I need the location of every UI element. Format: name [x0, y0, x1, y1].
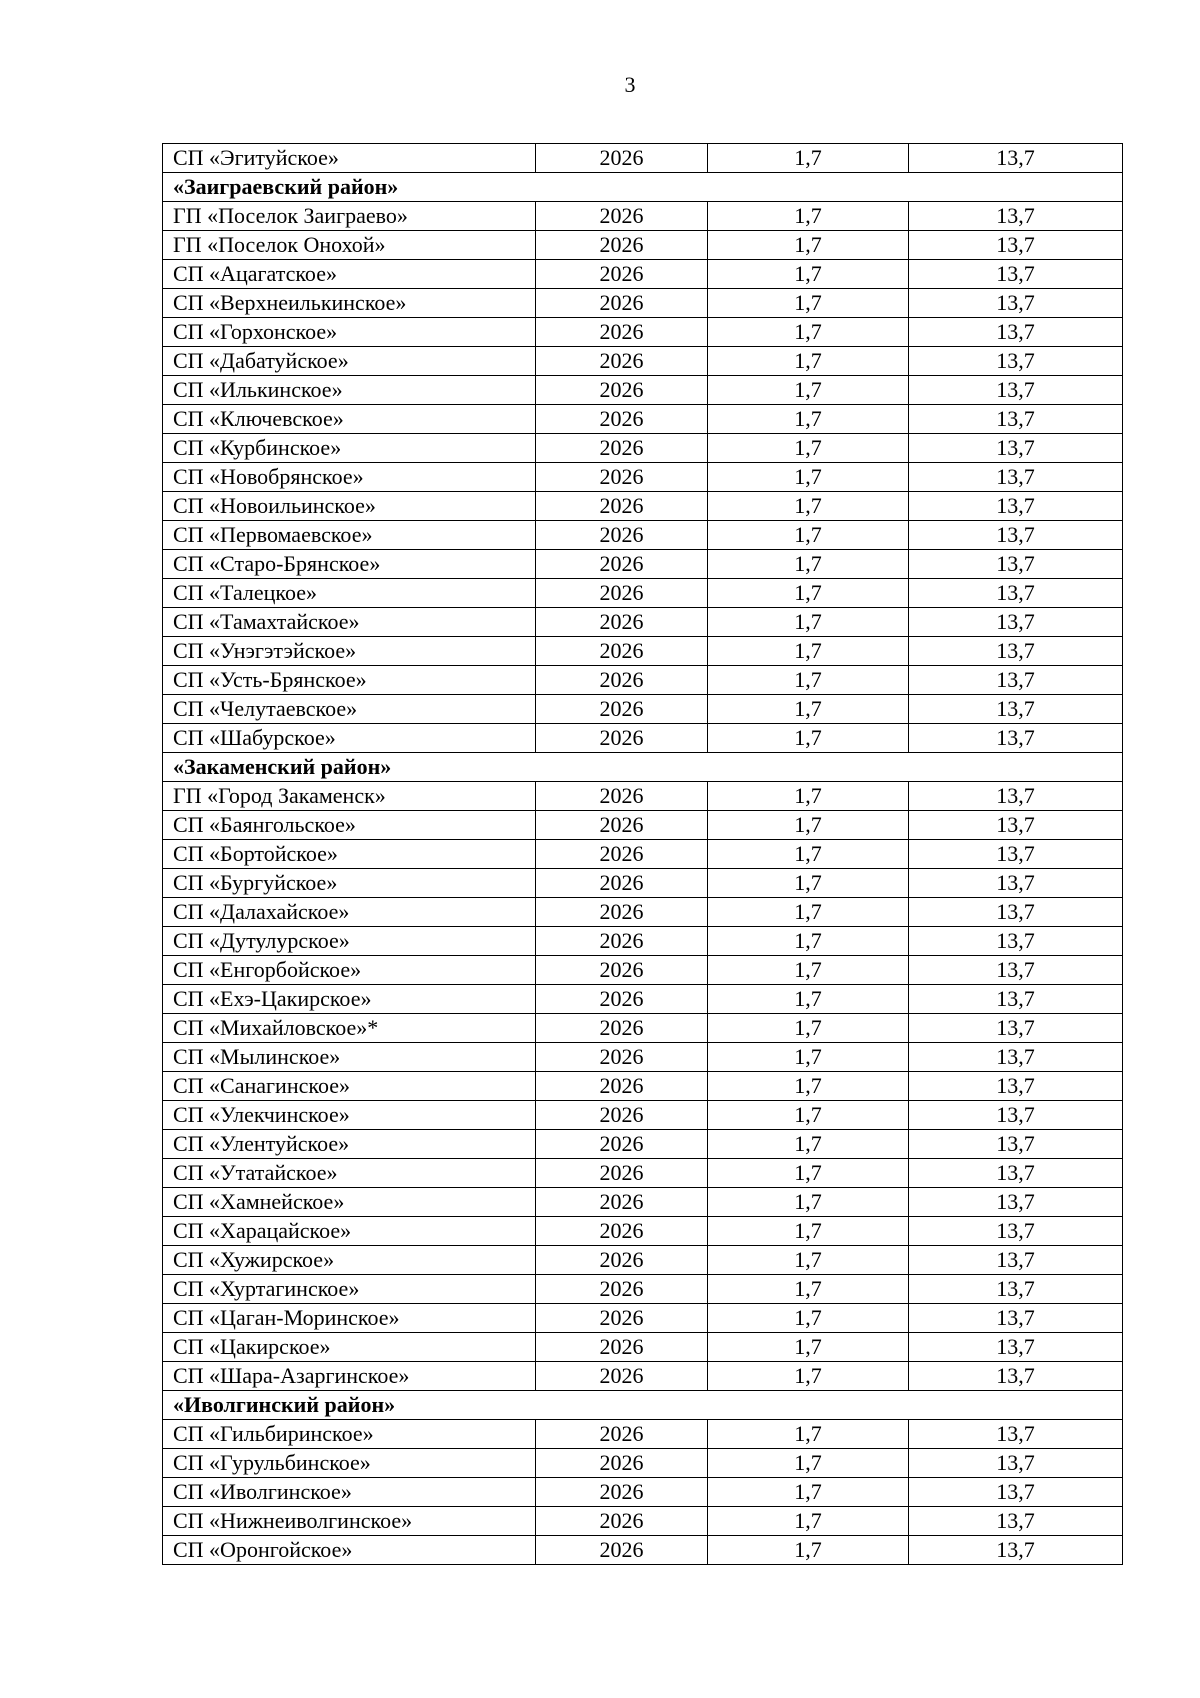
section-title: «Иволгинский район» [163, 1391, 1123, 1420]
year-cell: 2026 [536, 1217, 708, 1246]
value1-cell: 1,7 [708, 666, 909, 695]
value2-cell: 13,7 [909, 1014, 1123, 1043]
value1-cell: 1,7 [708, 144, 909, 173]
value2-cell: 13,7 [909, 985, 1123, 1014]
year-cell: 2026 [536, 579, 708, 608]
value1-cell: 1,7 [708, 1188, 909, 1217]
value1-cell: 1,7 [708, 579, 909, 608]
table-row [163, 811, 1123, 840]
table-row [163, 405, 1123, 434]
municipality-name-cell: СП «Гильбиринское» [163, 1420, 536, 1449]
table-row [163, 956, 1123, 985]
value1-cell: 1,7 [708, 434, 909, 463]
year-cell: 2026 [536, 1159, 708, 1188]
value2-cell: 13,7 [909, 1362, 1123, 1391]
year-cell: 2026 [536, 521, 708, 550]
municipality-name-cell: СП «Новобрянское» [163, 463, 536, 492]
value2-cell: 13,7 [909, 695, 1123, 724]
table-row [163, 434, 1123, 463]
value1-cell: 1,7 [708, 1507, 909, 1536]
table-row [163, 1188, 1123, 1217]
value1-cell: 1,7 [708, 405, 909, 434]
value2-cell: 13,7 [909, 1333, 1123, 1362]
municipality-name-cell: СП «Верхнеилькинское» [163, 289, 536, 318]
municipalities-table [162, 143, 1123, 1565]
value1-cell: 1,7 [708, 811, 909, 840]
municipality-name-cell: СП «Тамахтайское» [163, 608, 536, 637]
value1-cell: 1,7 [708, 637, 909, 666]
year-cell: 2026 [536, 898, 708, 927]
municipality-name-cell: СП «Ключевское» [163, 405, 536, 434]
municipality-name-cell: СП «Илькинское» [163, 376, 536, 405]
table-row [163, 1072, 1123, 1101]
value1-cell: 1,7 [708, 927, 909, 956]
table-row [163, 463, 1123, 492]
year-cell: 2026 [536, 811, 708, 840]
value1-cell: 1,7 [708, 231, 909, 260]
value2-cell: 13,7 [909, 1043, 1123, 1072]
value1-cell: 1,7 [708, 1420, 909, 1449]
page-number: 3 [624, 72, 636, 97]
value1-cell: 1,7 [708, 840, 909, 869]
municipality-name-cell: СП «Харацайское» [163, 1217, 536, 1246]
value1-cell: 1,7 [708, 318, 909, 347]
year-cell: 2026 [536, 289, 708, 318]
table-row [163, 869, 1123, 898]
table-row [163, 1275, 1123, 1304]
value1-cell: 1,7 [708, 695, 909, 724]
year-cell: 2026 [536, 434, 708, 463]
value1-cell: 1,7 [708, 1101, 909, 1130]
value2-cell: 13,7 [909, 1217, 1123, 1246]
value1-cell: 1,7 [708, 1478, 909, 1507]
value2-cell: 13,7 [909, 492, 1123, 521]
value1-cell: 1,7 [708, 1072, 909, 1101]
table-row [163, 724, 1123, 753]
value2-cell: 13,7 [909, 840, 1123, 869]
municipality-name-cell: СП «Ацагатское» [163, 260, 536, 289]
year-cell: 2026 [536, 666, 708, 695]
year-cell: 2026 [536, 1333, 708, 1362]
year-cell: 2026 [536, 1043, 708, 1072]
table-row [163, 376, 1123, 405]
year-cell: 2026 [536, 318, 708, 347]
municipality-name-cell: СП «Новоильинское» [163, 492, 536, 521]
table-row [163, 579, 1123, 608]
municipality-name-cell: СП «Дабатуйское» [163, 347, 536, 376]
year-cell: 2026 [536, 1188, 708, 1217]
table-row [163, 521, 1123, 550]
section-title: «Закаменский район» [163, 753, 1123, 782]
table-row [163, 289, 1123, 318]
municipality-name-cell: ГП «Поселок Заиграево» [163, 202, 536, 231]
table-row [163, 782, 1123, 811]
year-cell: 2026 [536, 724, 708, 753]
section-title: «Заиграевский район» [163, 173, 1123, 202]
table-row [163, 1014, 1123, 1043]
value1-cell: 1,7 [708, 1304, 909, 1333]
value2-cell: 13,7 [909, 144, 1123, 173]
year-cell: 2026 [536, 637, 708, 666]
value1-cell: 1,7 [708, 1217, 909, 1246]
municipality-name-cell: СП «Эгитуйское» [163, 144, 536, 173]
value1-cell: 1,7 [708, 376, 909, 405]
value2-cell: 13,7 [909, 1188, 1123, 1217]
value2-cell: 13,7 [909, 434, 1123, 463]
table-row [163, 492, 1123, 521]
table-row [163, 1362, 1123, 1391]
municipality-name-cell: СП «Усть-Брянское» [163, 666, 536, 695]
value1-cell: 1,7 [708, 1246, 909, 1275]
year-cell: 2026 [536, 260, 708, 289]
year-cell: 2026 [536, 1275, 708, 1304]
municipality-name-cell: СП «Горхонское» [163, 318, 536, 347]
municipality-name-cell: СП «Баянгольское» [163, 811, 536, 840]
table-row [163, 260, 1123, 289]
table-row [163, 318, 1123, 347]
year-cell: 2026 [536, 463, 708, 492]
year-cell: 2026 [536, 492, 708, 521]
value2-cell: 13,7 [909, 782, 1123, 811]
value2-cell: 13,7 [909, 260, 1123, 289]
value2-cell: 13,7 [909, 289, 1123, 318]
year-cell: 2026 [536, 1420, 708, 1449]
table-row [163, 231, 1123, 260]
municipality-name-cell: СП «Унэгэтэйское» [163, 637, 536, 666]
year-cell: 2026 [536, 782, 708, 811]
year-cell: 2026 [536, 144, 708, 173]
value1-cell: 1,7 [708, 1362, 909, 1391]
value1-cell: 1,7 [708, 347, 909, 376]
municipality-name-cell: СП «Утатайское» [163, 1159, 536, 1188]
value2-cell: 13,7 [909, 376, 1123, 405]
value1-cell: 1,7 [708, 1159, 909, 1188]
year-cell: 2026 [536, 202, 708, 231]
year-cell: 2026 [536, 1014, 708, 1043]
value1-cell: 1,7 [708, 289, 909, 318]
municipality-name-cell: СП «Первомаевское» [163, 521, 536, 550]
municipality-name-cell: СП «Цаган-Моринское» [163, 1304, 536, 1333]
value2-cell: 13,7 [909, 927, 1123, 956]
table-row [163, 1449, 1123, 1478]
municipality-name-cell: СП «Хужирское» [163, 1246, 536, 1275]
value2-cell: 13,7 [909, 231, 1123, 260]
year-cell: 2026 [536, 1536, 708, 1565]
value1-cell: 1,7 [708, 202, 909, 231]
year-cell: 2026 [536, 550, 708, 579]
year-cell: 2026 [536, 985, 708, 1014]
value2-cell: 13,7 [909, 347, 1123, 376]
table-row [163, 1507, 1123, 1536]
municipality-name-cell: ГП «Город Закаменск» [163, 782, 536, 811]
value2-cell: 13,7 [909, 956, 1123, 985]
municipality-name-cell: СП «Улентуйское» [163, 1130, 536, 1159]
municipality-name-cell: СП «Санагинское» [163, 1072, 536, 1101]
table-row [163, 347, 1123, 376]
table-row [163, 550, 1123, 579]
table-row [163, 1159, 1123, 1188]
value2-cell: 13,7 [909, 1478, 1123, 1507]
value1-cell: 1,7 [708, 550, 909, 579]
municipality-name-cell: СП «Шабурское» [163, 724, 536, 753]
value2-cell: 13,7 [909, 1420, 1123, 1449]
value2-cell: 13,7 [909, 1536, 1123, 1565]
value2-cell: 13,7 [909, 405, 1123, 434]
year-cell: 2026 [536, 1304, 708, 1333]
year-cell: 2026 [536, 1130, 708, 1159]
table-row [163, 898, 1123, 927]
year-cell: 2026 [536, 405, 708, 434]
municipality-name-cell: СП «Дутулурское» [163, 927, 536, 956]
value2-cell: 13,7 [909, 1304, 1123, 1333]
value2-cell: 13,7 [909, 1275, 1123, 1304]
value2-cell: 13,7 [909, 1101, 1123, 1130]
value1-cell: 1,7 [708, 521, 909, 550]
municipality-name-cell: СП «Хамнейское» [163, 1188, 536, 1217]
table-row [163, 202, 1123, 231]
year-cell: 2026 [536, 956, 708, 985]
table-row [163, 927, 1123, 956]
value2-cell: 13,7 [909, 869, 1123, 898]
municipality-name-cell: СП «Челутаевское» [163, 695, 536, 724]
year-cell: 2026 [536, 376, 708, 405]
value2-cell: 13,7 [909, 724, 1123, 753]
municipality-name-cell: СП «Оронгойское» [163, 1536, 536, 1565]
value2-cell: 13,7 [909, 637, 1123, 666]
municipality-name-cell: СП «Мылинское» [163, 1043, 536, 1072]
table-row [163, 1101, 1123, 1130]
table-row [163, 144, 1123, 173]
value2-cell: 13,7 [909, 898, 1123, 927]
year-cell: 2026 [536, 927, 708, 956]
year-cell: 2026 [536, 869, 708, 898]
municipality-name-cell: ГП «Поселок Онохой» [163, 231, 536, 260]
year-cell: 2026 [536, 695, 708, 724]
value1-cell: 1,7 [708, 1536, 909, 1565]
value1-cell: 1,7 [708, 1449, 909, 1478]
year-cell: 2026 [536, 608, 708, 637]
value1-cell: 1,7 [708, 1130, 909, 1159]
table-row [163, 695, 1123, 724]
table-row [163, 1536, 1123, 1565]
municipality-name-cell: СП «Улекчинское» [163, 1101, 536, 1130]
value1-cell: 1,7 [708, 608, 909, 637]
year-cell: 2026 [536, 1478, 708, 1507]
municipality-name-cell: СП «Старо-Брянское» [163, 550, 536, 579]
value2-cell: 13,7 [909, 811, 1123, 840]
table-row [163, 1333, 1123, 1362]
municipality-name-cell: СП «Михайловское»* [163, 1014, 536, 1043]
municipality-name-cell: СП «Талецкое» [163, 579, 536, 608]
municipality-name-cell: СП «Бортойское» [163, 840, 536, 869]
value2-cell: 13,7 [909, 1130, 1123, 1159]
value1-cell: 1,7 [708, 463, 909, 492]
value2-cell: 13,7 [909, 202, 1123, 231]
value2-cell: 13,7 [909, 666, 1123, 695]
year-cell: 2026 [536, 231, 708, 260]
value1-cell: 1,7 [708, 1043, 909, 1072]
value1-cell: 1,7 [708, 898, 909, 927]
table-row [163, 608, 1123, 637]
municipality-name-cell: СП «Ехэ-Цакирское» [163, 985, 536, 1014]
value1-cell: 1,7 [708, 1333, 909, 1362]
table-row [163, 840, 1123, 869]
value1-cell: 1,7 [708, 782, 909, 811]
year-cell: 2026 [536, 840, 708, 869]
table-row [163, 1478, 1123, 1507]
value2-cell: 13,7 [909, 1507, 1123, 1536]
municipality-name-cell: СП «Далахайское» [163, 898, 536, 927]
municipality-name-cell: СП «Шара-Азаргинское» [163, 1362, 536, 1391]
municipality-name-cell: СП «Курбинское» [163, 434, 536, 463]
table-row [163, 1246, 1123, 1275]
value1-cell: 1,7 [708, 956, 909, 985]
table-row [163, 1304, 1123, 1333]
municipality-name-cell: СП «Нижнеиволгинское» [163, 1507, 536, 1536]
table-row [163, 637, 1123, 666]
value2-cell: 13,7 [909, 1246, 1123, 1275]
year-cell: 2026 [536, 1101, 708, 1130]
value1-cell: 1,7 [708, 1275, 909, 1304]
municipality-name-cell: СП «Гурульбинское» [163, 1449, 536, 1478]
year-cell: 2026 [536, 1362, 708, 1391]
value2-cell: 13,7 [909, 1159, 1123, 1188]
value1-cell: 1,7 [708, 260, 909, 289]
municipality-name-cell: СП «Енгорбойское» [163, 956, 536, 985]
year-cell: 2026 [536, 1449, 708, 1478]
year-cell: 2026 [536, 347, 708, 376]
table-row [163, 985, 1123, 1014]
year-cell: 2026 [536, 1072, 708, 1101]
value2-cell: 13,7 [909, 463, 1123, 492]
value2-cell: 13,7 [909, 550, 1123, 579]
municipality-name-cell: СП «Бургуйское» [163, 869, 536, 898]
year-cell: 2026 [536, 1246, 708, 1275]
table-row [163, 1217, 1123, 1246]
table-row [163, 666, 1123, 695]
value1-cell: 1,7 [708, 492, 909, 521]
year-cell: 2026 [536, 1507, 708, 1536]
value2-cell: 13,7 [909, 1449, 1123, 1478]
table-row [163, 1130, 1123, 1159]
municipality-name-cell: СП «Цакирское» [163, 1333, 536, 1362]
value2-cell: 13,7 [909, 521, 1123, 550]
municipality-name-cell: СП «Хуртагинское» [163, 1275, 536, 1304]
value2-cell: 13,7 [909, 318, 1123, 347]
value2-cell: 13,7 [909, 608, 1123, 637]
section-row [163, 173, 1123, 202]
value1-cell: 1,7 [708, 985, 909, 1014]
section-row [163, 1391, 1123, 1420]
value1-cell: 1,7 [708, 1014, 909, 1043]
table-body [163, 144, 1123, 1565]
value2-cell: 13,7 [909, 579, 1123, 608]
value2-cell: 13,7 [909, 1072, 1123, 1101]
municipality-name-cell: СП «Иволгинское» [163, 1478, 536, 1507]
table-row [163, 1420, 1123, 1449]
table-row [163, 1043, 1123, 1072]
section-row [163, 753, 1123, 782]
value1-cell: 1,7 [708, 869, 909, 898]
value1-cell: 1,7 [708, 724, 909, 753]
